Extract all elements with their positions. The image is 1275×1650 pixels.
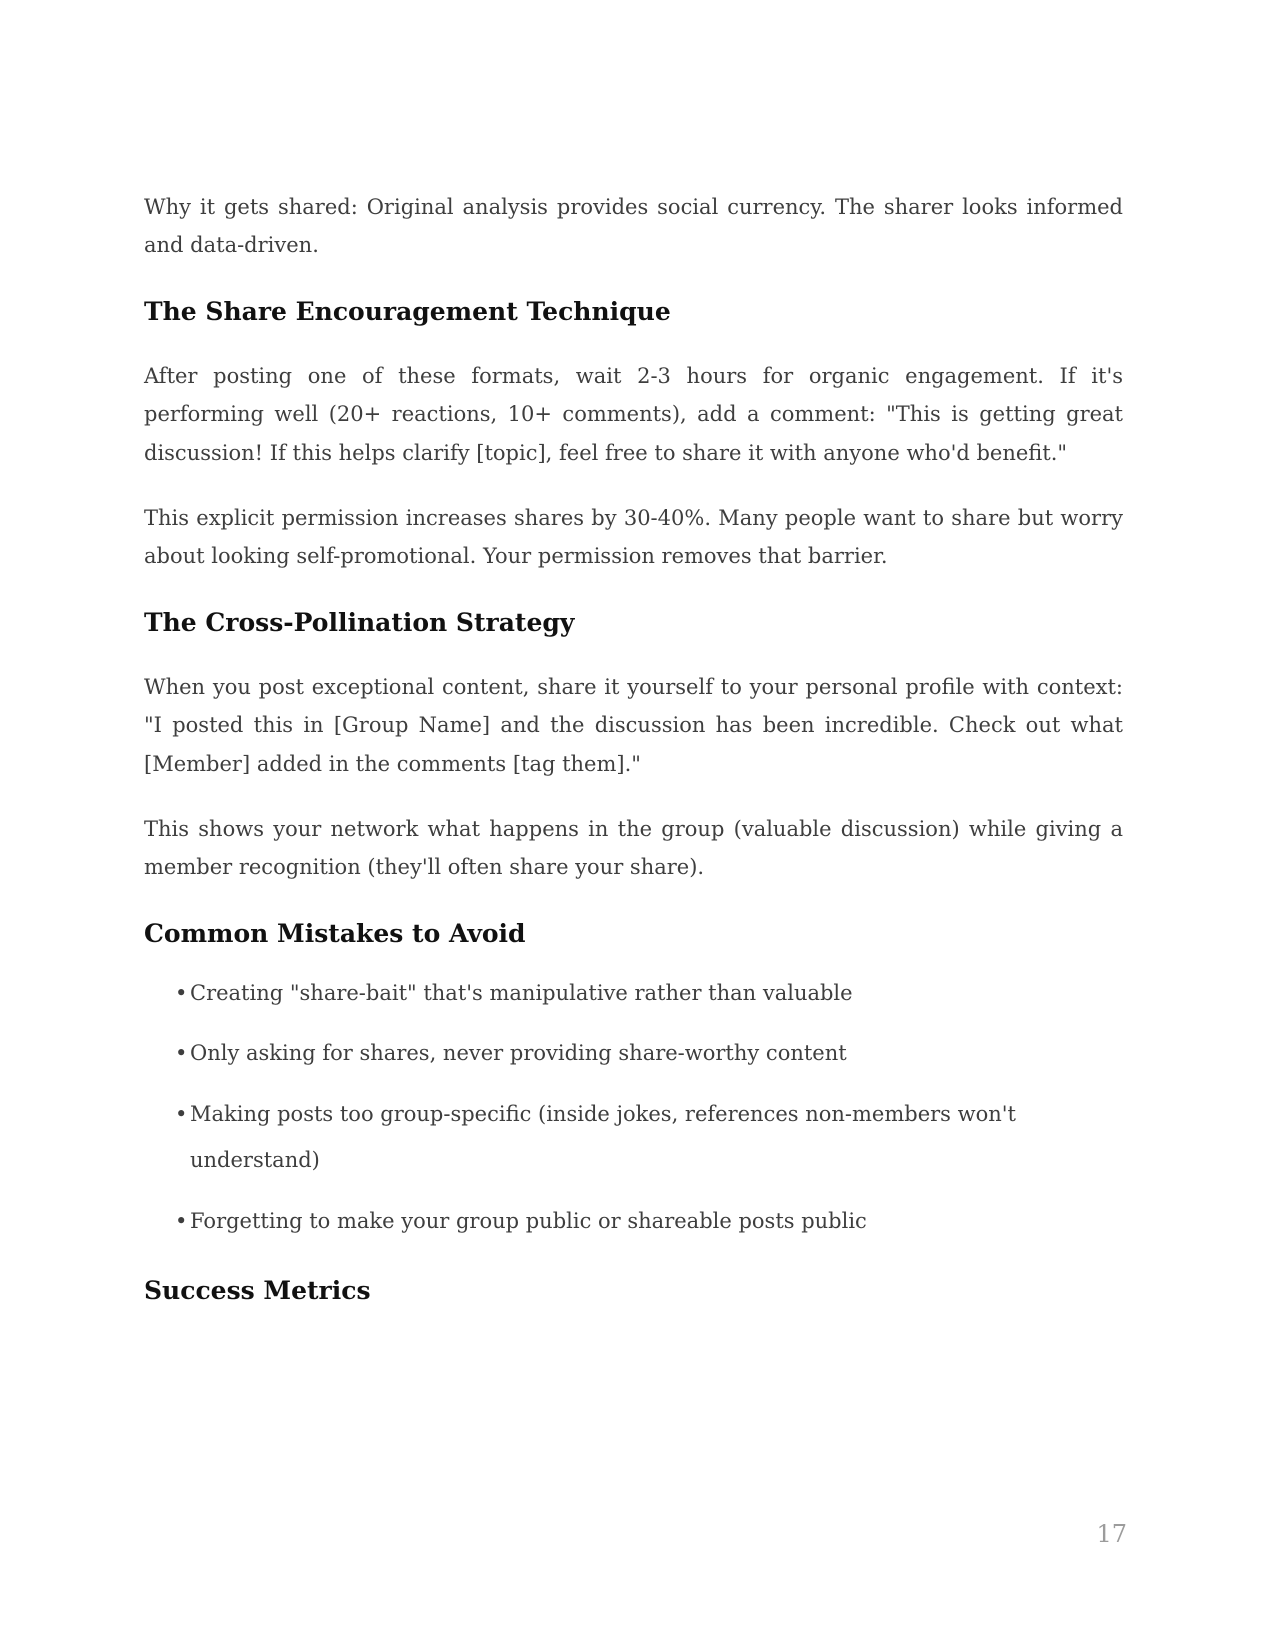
list-item-only-asking: • Only asking for shares, never providing share-worthy content — [144, 1030, 1123, 1077]
heading-cross-pollination-strategy: The Cross-Pollination Strategy — [144, 607, 575, 637]
paragraph-why-it-gets-shared: Why it gets shared: Original analysis provides social currency. The sharer looks informed and data-driven. — [144, 195, 1123, 258]
list-item-share-bait: • Creating "share-bait" that's manipulative rather than valuable — [144, 970, 1123, 1017]
list-item-group-specific: • Making posts too group-specific (inside jokes, references non-members won't understand) — [144, 1091, 1123, 1184]
common-mistakes-list — [144, 970, 1123, 1245]
list-item-forgetting-public: • Forgetting to make your group public or shareable posts public — [144, 1198, 1123, 1245]
heading-success-metrics: Success Metrics — [144, 1276, 371, 1306]
paragraph-share-encouragement-2: This explicit permission increases shares by 30-40%. Many people want to share but worry about looking self-promotional. Your permission removes that barrier. — [144, 506, 1123, 569]
paragraph-cross-pollination-1: When you post exceptional content, share it yourself to your personal profile with context: "I posted this in [Group Name] and the discussion has been incredible. Check out what [Member] added in the comments [tag them]." — [144, 674, 1123, 776]
heading-common-mistakes-to-avoid: Common Mistakes to Avoid — [144, 918, 526, 948]
paragraph-share-encouragement-1: After posting one of these formats, wait 2-3 hours for organic engagement. If it's performing well (20+ reactions, 10+ comments), add a comment: "This is getting great discussion! If this helps clarify [topic], feel free to share it with anyone who'd benefit." — [144, 363, 1123, 465]
page-number: 17 — [1096, 1520, 1127, 1548]
heading-share-encouragement-technique: The Share Encouragement Technique — [144, 296, 671, 326]
paragraph-cross-pollination-2: This shows your network what happens in the group (valuable discussion) while giving a member recognition (they'll often share your share). — [144, 817, 1123, 880]
